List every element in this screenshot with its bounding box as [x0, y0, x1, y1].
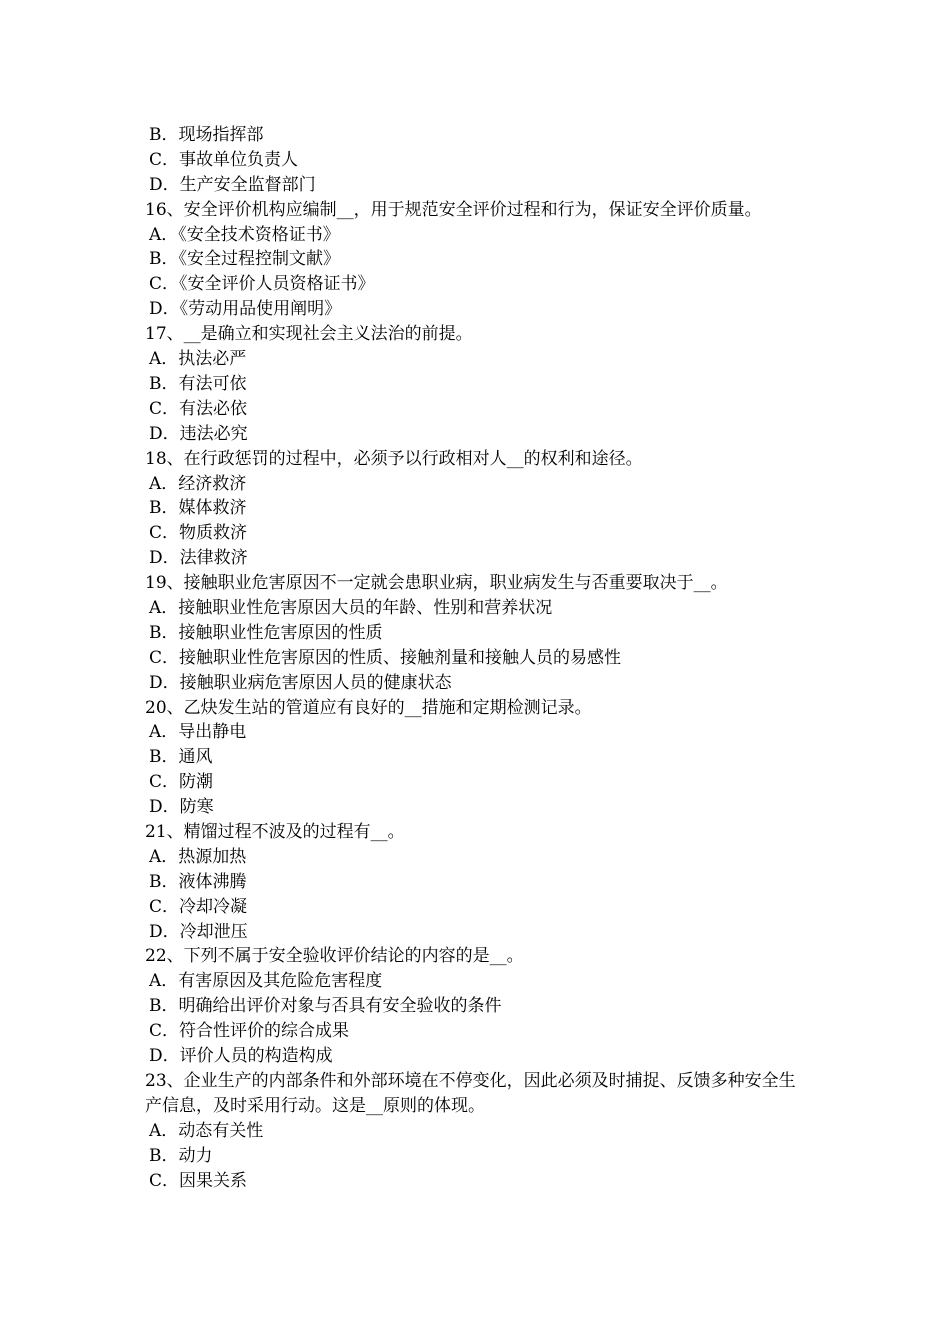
option-a-q18: A．经济救济: [149, 473, 247, 494]
option-c-q22: C．符合性评价的综合成果: [149, 1021, 350, 1042]
option-b-q20: B．通风: [149, 747, 213, 768]
option-a-q23: A．动态有关性: [149, 1120, 264, 1141]
option-c-q21: C．冷却冷凝: [149, 896, 248, 917]
option-b-q21: B．液体沸腾: [149, 871, 247, 892]
question-18: 18、在行政惩罚的过程中，必须予以行政相对人__的权利和途径。: [145, 448, 643, 469]
option-d-q16: D．《劳动用品使用阐明》: [149, 299, 342, 320]
option-d-q22: D．评价人员的构造构成: [149, 1046, 333, 1067]
document-body: [145, 123, 810, 1193]
option-d-q19: D．接触职业病危害原因人员的健康状态: [149, 672, 452, 693]
option-c-q23: C．因果关系: [149, 1170, 248, 1191]
option-d-q21: D．冷却泄压: [149, 921, 248, 942]
question-21: 21、精馏过程不波及的过程有__。: [145, 822, 405, 843]
option-a-q17: A．执法必严: [149, 349, 247, 370]
question-23: 23、企业生产的内部条件和外部环境在不停变化，因此必须及时捕捉、反馈多种安全生产信息，及时采用行动。这是__原则的体现。: [145, 1070, 796, 1116]
option-a-q22: A．有害原因及其危险危害程度: [149, 971, 383, 992]
option-b-q16: B．《安全过程控制文献》: [149, 249, 340, 270]
option-c-q19: C．接触职业性危害原因的性质、接触剂量和接触人员的易感性: [149, 647, 622, 668]
option-b-q15: B．现场指挥部: [149, 125, 264, 145]
option-d-q17: D．违法必究: [149, 423, 248, 444]
question-17: 17、__是确立和实现社会主义法治的前提。: [145, 324, 473, 345]
option-d-q15: D．生产安全监督部门: [149, 174, 316, 195]
option-c-q20: C．防潮: [149, 772, 214, 793]
option-d-q20: D．防寒: [149, 797, 214, 818]
option-d-q18: D．法律救济: [149, 548, 248, 569]
option-b-q18: B．媒体救济: [149, 498, 247, 519]
option-c-q18: C．物质救济: [149, 523, 248, 544]
question-22: 22、下列不属于安全验收评价结论的内容的是__。: [145, 946, 524, 967]
question-16: 16、安全评价机构应编制__，用于规范安全评价过程和行为，保证安全评价质量。: [145, 199, 762, 220]
option-c-q16: C．《安全评价人员资格证书》: [149, 274, 375, 295]
option-b-q17: B．有法可依: [149, 373, 247, 394]
question-20: 20、乙炔发生站的管道应有良好的__措施和定期检测记录。: [145, 697, 592, 718]
option-b-q19: B．接触职业性危害原因的性质: [149, 622, 383, 643]
option-a-q20: A．导出静电: [149, 722, 247, 743]
option-c-q15: C．事故单位负责人: [149, 149, 299, 170]
option-a-q16: A．《安全技术资格证书》: [149, 224, 340, 245]
option-b-q23: B．动力: [149, 1145, 213, 1166]
option-c-q17: C．有法必依: [149, 398, 248, 419]
option-a-q21: A．热源加热: [149, 846, 247, 867]
option-b-q22: B．明确给出评价对象与否具有安全验收的条件: [149, 996, 502, 1017]
option-a-q19: A．接触职业性危害原因大员的年龄、性别和营养状况: [149, 597, 553, 618]
question-19: 19、接触职业危害原因不一定就会患职业病，职业病发生与否重要取决于__。: [145, 573, 728, 594]
